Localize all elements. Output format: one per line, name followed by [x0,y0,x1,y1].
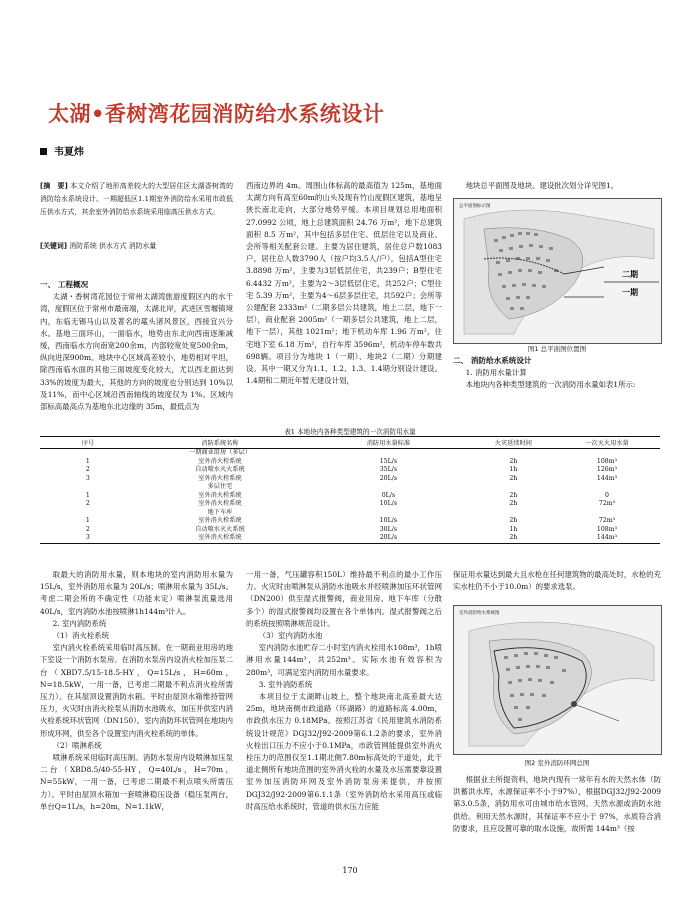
body-paragraph: 一用一备，气压罐容积150L）维持最不利点的最小工作压力。火灾时由喷淋泵从消防水池吸水并经喷淋加压环状管网（DN200）供至湿式报警阀，商业用房、地下车库（分散多个）的湿式报警阀均设置在各个单体内。湿式报警阀之后的系统按照喷淋规范设计。 [246,570,442,628]
table-cell: 144m³ [554,534,660,543]
group-name: 地下车库 [207,508,233,516]
body-paragraph: 保证用水量达到最大且水枪在任何建筑物的最高处时，水枪的充实水柱仍不小于10.0m）的要求选泵。 [453,570,661,592]
body-paragraph: 地块总平面图及地块、建设批次划分详见图1。 [465,181,619,190]
water-demand-table [40,436,660,544]
table-cell: 2h [509,474,518,482]
column-header: 消防用水量标准 [304,437,473,449]
section-heading-2: 二、 消防给水系统设计 [453,356,532,365]
table-row [40,466,660,475]
table-cell: 1 [85,491,90,499]
subsection-heading: （3）室内消防水池 [258,631,323,641]
table-cell: 10L/s [379,500,397,508]
site-plan-drawing [454,199,661,343]
figure-2-inner-title: 室外消防给水系统图 [459,611,500,616]
table-cell: 20L/s [379,474,397,482]
fire-network-drawing [454,606,661,754]
column-2-bottom [246,569,442,813]
table-row [40,500,660,509]
abstract [40,180,233,218]
bullet-square-icon [40,148,47,155]
table-row [40,534,660,543]
page-number: 170 [342,866,358,875]
table-cell: 自动喷水灭火系统 [195,525,245,533]
table-cell: 15L/s [379,457,397,465]
table-cell: 2h [473,534,554,543]
body-paragraph: 室内消火栓系统采用临时高压制。在一期商业用房的地下室设一个消防水泵房。在消防水泵房内设消火栓加压泵二台（XBD7.5/15-18.5-HY，Q=15L/s，H=60m，N=18.5kW，一用一备，已考虑二期最不利点消火栓所需压力）。在其屋顶设置消防水箱。平时由屋顶水箱维持管网压力，火灾时由消火栓泵从消防水池吸水，加压并供室内消火栓系统环状管网（DN150）。室内消防环状管网在地块内形成环网，供至各个设置室内消火栓系统的单体。 [40,643,233,738]
table-cell: 72m³ [598,500,616,508]
table-row [40,458,660,467]
table-cell: 2h [509,500,518,508]
table-cell: 1 [85,457,90,465]
table-cell: 108m³ [596,525,618,533]
table-cell: 室外消火栓系统 [198,517,242,525]
table-cell: 1h [509,466,518,474]
table-group-row [40,509,660,518]
subsection-heading: 2. 室内消防系统 [52,618,107,628]
column-header: 一次灭火用水量 [554,437,660,449]
subsection-heading: 3. 室外消防系统 [258,679,313,689]
body-paragraph: 室内消防水池贮存二小时室内消火栓用水108m³，1h喷淋用水量144m³，共252m³。实际水池有效容积为280m³，可满足室内消防用水量要求。 [246,643,442,677]
table-cell: 108m³ [596,457,618,465]
body-paragraph: 根据业主所提资料，地块内现有一常年有水的天然水体（防洪蓄洪水库，水源保证率不小于97%），根据DGJ32/J92-2009第3.0.5条，消防用水可由城市给水管网、天然水源或消防水池供给。利用天然水源时，其保证率不应小于 97%，水质符合消防要求，且应设置可靠的取水设施，故所需 144m³（按 [453,775,661,833]
table-cell: 3 [40,534,136,543]
table-cell: 室外消火栓系统 [198,474,242,482]
body-paragraph: 取最大的消防用水量，则本地块的室内消防用水量为 15L/s，室外消防用水量为 20L/s；喷淋用水量为 35L/s。考虑二期会所的不确定性（功能未定）喷淋泵流量选用 40L/s，室内消防水池按喷淋1h144m³计入。 [40,570,233,616]
figure-2-caption: 图2 室外消防环网总图 [524,759,590,767]
figure-2-fire-network [453,605,662,755]
figure-1-inner-title: 总平面图标示图 [459,204,491,209]
abstract-label: [摘 要] [40,182,68,190]
table-cell: 3 [85,474,90,482]
column-3-final [453,774,661,835]
column-header: 火灾延续时间 [473,437,554,449]
body-paragraph: 喷淋系统采用临时高压制。消防水泵房内设喷淋加压泵二台（XBD8.5/40-55-HY，Q=40L/s，H=70m，N=55kW，一用一备，已考虑二期最不利点喷头所需压力）。平时由屋顶水箱加一套喷淋稳压设备（稳压泵两台，单台Q=1L/s，h=20m，N=1.1kW， [40,753,233,811]
table-cell: 35L/s [379,466,397,474]
phase-1-label: 一期 [622,288,638,297]
table-cell: 30L/s [379,525,397,533]
table-cell: 室外消火栓系统 [198,491,242,499]
author-name: 韦夏炜 [54,147,84,158]
column-header: 消防系统名称 [136,437,304,449]
column-header: 序号 [40,437,136,449]
table-title: 表1 本地块内各种类型建筑的一次消防用水量 [284,428,416,436]
table-cell: 144m³ [596,474,618,482]
column-3-top [453,180,661,192]
subsection-heading: （2）喷淋系统 [52,740,102,750]
table-cell: 20L/s [304,534,473,543]
table-group-row [40,483,660,492]
table-cell: 10L/s [379,517,397,525]
table-row [40,475,660,484]
subsection-heading: 1. 消防用水量计算 [465,368,527,378]
subsection-heading: （1）消火栓系统 [52,631,110,641]
keywords-text: 消防系统 供水方式 消防水量 [69,242,157,250]
table-cell: 2 [85,466,90,474]
table-cell: 0 [605,491,609,499]
body-paragraph: 太湖・香树湾花园位于常州太湖湾旅游度假区内的水干湾，度假区位于常州市最南端，太湖北岸，武进区雪堰镇境内，东临无锡马山以及著名的鼋头渚风景区，西接宜兴分水。基地三面环山，一面临水，地势由东北向西南逐渐减缓，西南临水方向南宽200余m，内部较宽处宽500余m，纵向进深900m。地块中心区域高差较小，地势相对平坦，除西南临水面的其他三面坡度变化较大，尤以西北面达到 33%的坡度为最大，其他的方向的坡度也分别达到 10%以及11%，而中心区域沿西南轴线的坡度仅为 1%。区域内部标高最高点为基地东北边缘的 35m，最低点为 [40,292,233,412]
group-name: 多层住宅 [207,483,233,491]
table-row [40,526,660,535]
phase-2-label: 二期 [622,270,638,279]
article-title: 太湖•香树湾花园消防给水系统设计 [48,102,385,126]
table-cell: 2h [509,457,518,465]
table-cell: 126m³ [596,466,618,474]
table-cell: 2 [85,525,90,533]
body-paragraph: 本地块内各种类型建筑的一次消防用水量如表1所示: [465,380,636,390]
group-name: 一期商业用房（多层） [189,449,251,456]
body-paragraph: 西南边界的 4m。周围山体标高的最高值为 125m，基地面太湖方向有高至60m的山头及现有竹山度假区建筑，基地呈狭长南北走向，大部分地势平缓。本项目规划总用地面积 27.0992 公顷，地上总建筑面积 24.76 万m²，地下总建筑面积 8.5 万m²，其中包括多层住宅、低层住宅以及商业、会所等相关配套公建。主要为居住建筑，居住总户数1083户，居住总人数3790人（按户均3.5人/户），包括A型住宅 3.8898 万m²，主要为3层低层住宅，共239户；B型住宅 6.4432 万m²，主要为2～3层低层住宅，共252户；C型住宅 5.39 万m²，主要为4～6层多层住宅，共592户；会所等公建配套 2333m²（二期多层公共建筑，地上二层，地下一层），商业配套 2005m²（一期多层公共建筑，地上二层，地下一层），其他 1021m²；地下机动车库 1.96 万m²，住宅地下室 6.18 万m²，自行车库 3596m²，机动车停车数共698辆。项目分为地块 1（一期）、地块2（二期）分期建设。其中一期又分为1.1、1.2、1.3、1.4期分别设计建设。1.4期和二期近年暂无建设计划， [246,181,442,386]
table-cell: 1 [85,517,90,525]
table-header-row [40,437,660,449]
table-cell: 1h [509,525,518,533]
table-cell: 2h [509,517,518,525]
column-1-top [40,279,233,413]
table-cell: 0L/s [381,491,396,499]
table-row [40,517,660,526]
abstract-text: 本文介绍了地形高差较大的大型居住区太湖香树湾的消防给水系统设计。一期超低区1.1期室外消防给水采用市政低压供水方式，其余室外消防给水系统采用临高压供水方式。 [40,182,233,216]
body-paragraph: 本项目位于太湖畔山坡上，整个地块南北高差最大达 25m，地块南侧市政道路（环湖路）的道路标高 4.00m，市政供水压力 0.18MPa。按照江苏省《民用建筑水消防系统设计规范》DGJ32/J92-2009第6.1.2条的要求，室外消火栓出口压力不应小于0.1MPa，市政管网能提供室外消火栓压力的范围仅至1.1期北侧7.80m标高处的干道处，此干道北侧所有地块范围的室外消火栓的水量及水压需要靠设置室外加压消防环网及室外消防泵房来提供，并按照DGJ32/J92-2009第6.1.1条（室外消防给水采用高压或临时高压给水系统时，管道的供水压力应能 [246,692,442,811]
table-cell: 室外消火栓系统 [136,534,304,543]
table-cell: 室外消火栓系统 [198,457,242,465]
table-cell: 2h [509,491,518,499]
figure-1-caption: 图1 总平面图位置图 [527,345,587,353]
table-cell: 室外消火栓系统 [198,500,242,508]
section-heading-1: 一、 工程概况 [40,280,89,289]
column-2-top [246,180,442,387]
column-1-bottom [40,569,233,813]
table-group-row [40,449,660,458]
table-row [40,492,660,501]
table-cell: 2 [85,500,90,508]
author-line [40,143,84,158]
keywords-label: [关键词] [40,242,67,250]
keywords [40,240,233,252]
column-3-section-2 [453,355,661,392]
table-cell: 自动喷水灭火系统 [195,466,245,474]
column-3-bottom [453,569,661,593]
figure-1-site-plan [453,198,662,344]
table-cell: 72m³ [598,517,616,525]
